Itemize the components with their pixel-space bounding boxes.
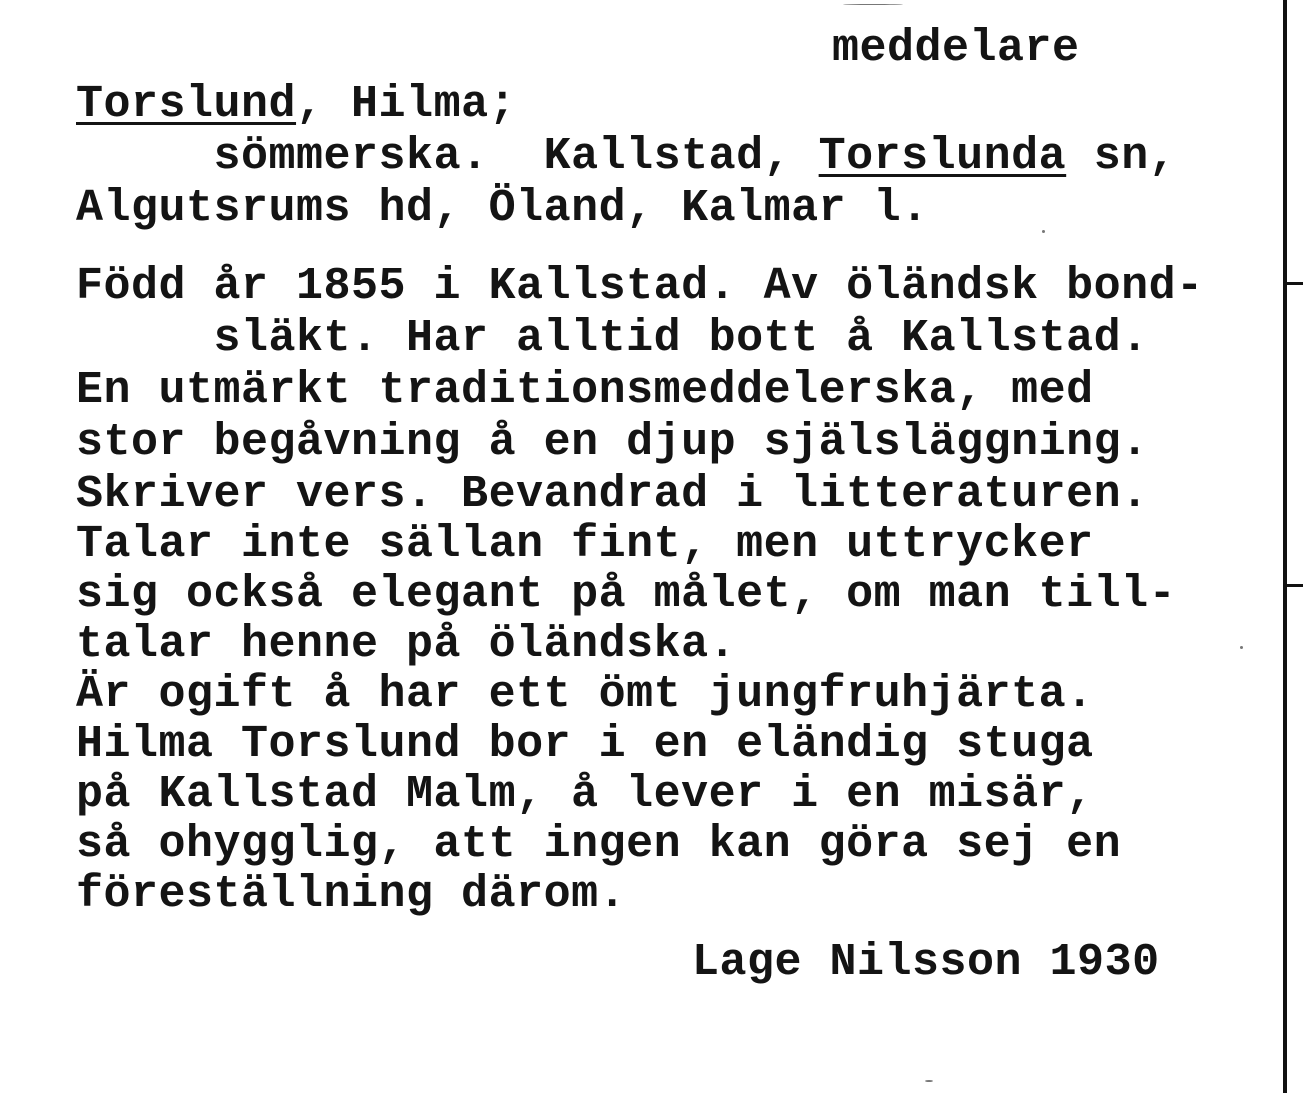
body-line: Skriver vers. Bevandrad i litteraturen. <box>76 469 1149 520</box>
body-line: talar henne på öländska. <box>76 619 737 670</box>
occupation-suffix: sn, <box>1066 131 1177 182</box>
district-line: Algutsrums hd, Öland, Kalmar l. <box>76 183 929 234</box>
given-name: , Hilma; <box>296 79 517 130</box>
paper-speck <box>925 1080 933 1082</box>
body-line: En utmärkt traditionsmeddelerska, med <box>76 365 1094 416</box>
body-line: på Kallstad Malm, å lever i en misär, <box>76 769 1094 820</box>
card-edge-tick <box>1287 584 1303 587</box>
body-line: sig också elegant på målet, om man till- <box>76 569 1177 620</box>
occupation-prefix: sömmerska. Kallstad, <box>213 131 819 182</box>
parish: Torslunda <box>818 131 1067 182</box>
body-line: Talar inte sällan fint, men uttrycker <box>76 519 1094 570</box>
body-line: stor begåvning å en djup själsläggning. <box>76 417 1149 468</box>
body-line: föreställning därom. <box>76 869 627 920</box>
paper-speck <box>843 4 903 5</box>
signature: Lage Nilsson 1930 <box>692 937 1160 988</box>
card-edge-tick <box>1287 282 1303 285</box>
paper-speck <box>1042 230 1045 233</box>
surname: Torslund <box>76 79 297 130</box>
role-label: meddelare <box>832 23 1080 74</box>
body-line: så ohygglig, att ingen kan göra sej en <box>76 819 1122 870</box>
body-line: Hilma Torslund bor i en eländig stuga <box>76 719 1094 770</box>
paper-speck <box>1240 646 1243 649</box>
body-line: Är ogift å har ett ömt jungfruhjärta. <box>76 669 1094 720</box>
body-line: släkt. Har alltid bott å Kallstad. <box>76 313 1149 364</box>
body-line: Född år 1855 i Kallstad. Av öländsk bond- <box>76 261 1204 312</box>
name-line <box>76 80 516 130</box>
occupation-line <box>76 132 1176 182</box>
card-right-edge <box>1283 0 1287 1093</box>
